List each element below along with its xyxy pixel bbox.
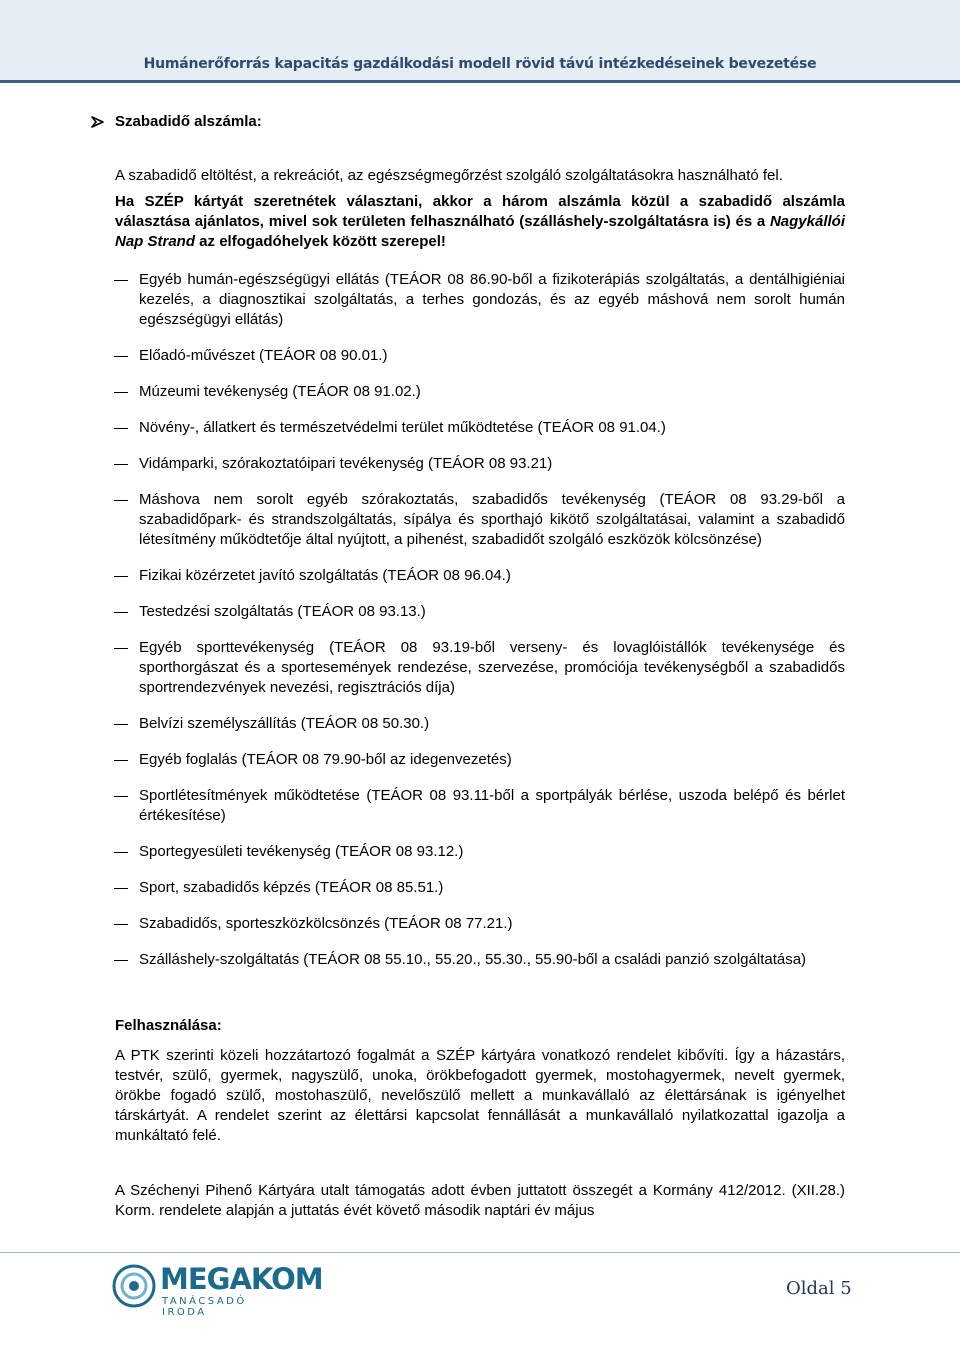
list-item-text: Máshova nem sorolt egyéb szórakoztatás, szabadidős tevékenység (TEÁOR 08 93.29-ből a szabadidőpark- és strandszolgáltatás, sípálya és sporthajó kikötő szolgáltatásai, valamint a szabadidő létesítmény működtetője által nyújtott, a pihenést, szabadidőt szolgáló eszközök kölcsönzése) xyxy=(139,491,845,548)
dash-bullet-icon xyxy=(114,500,128,501)
highlight-text-1: Ha SZÉP kártyát szeretnétek választani, akkor a három alszámla közül a szabadidő alszámla választása ajánlatos, mivel sok területen felhasználható (szálláshely-szolgáltatásra is) és a xyxy=(115,193,845,230)
header-divider xyxy=(0,80,960,83)
list-item-text: Szálláshely-szolgáltatás (TEÁOR 08 55.10., 55.20., 55.30., 55.90-ből a családi panzió szolgáltatása) xyxy=(139,951,807,968)
usage-heading: Felhasználása: xyxy=(115,1017,222,1034)
dash-bullet-icon xyxy=(114,796,128,797)
list-item xyxy=(49,714,845,734)
usage-paragraph-2: A Széchenyi Pihenő Kártyára utalt támogatás adott évben juttatott összegét a Kormány 412/2012. (XII.28.) Korm. rendelete alapján a juttatás évét követő második naptári év május xyxy=(115,1182,845,1219)
list-item xyxy=(49,454,845,474)
dash-bullet-icon xyxy=(114,852,128,853)
list-item-text: Egyéb sporttevékenység (TEÁOR 08 93.19-ből verseny- és lovaglóistállók tevékenysége és sporthorgászat és a sportesemények rendezése, szervezése, promóciója tevékenységből a szabadidős sportrendezvények nevezési, regisztrációs díja) xyxy=(139,639,845,696)
list-item xyxy=(49,490,845,550)
list-item-text: Vidámparki, szórakoztatóipari tevékenység (TEÁOR 08 93.21) xyxy=(139,455,553,472)
service-list-items xyxy=(49,270,845,970)
dash-bullet-icon xyxy=(114,724,128,725)
intro-paragraph: A szabadidő eltöltést, a rekreációt, az egészségmegőrzést szolgáló szolgáltatásokra használható fel. xyxy=(115,167,783,184)
logo-mark-icon xyxy=(112,1264,156,1308)
logo-subtitle: TANÁCSADÓ IRODA xyxy=(162,1296,247,1318)
usage-paragraph-1: A PTK szerinti közeli hozzátartozó fogalmát a SZÉP kártyára vonatkozó rendelet kibővíti. Így a házastárs, testvér, szülő, gyermek, nagyszülő, unoka, örökbefogadott gyermek, mostohagyermek, nevelt gyermek, örökbe fogadó szülő, mostohaszülő, nevelőszülő mellett a munkavállaló az élettársának is igényelhet társkártyát. A rendelet szerint az élettársi kapcsolat fennállását a munkavállaló nyilatkozattal igazolja a munkáltató felé. xyxy=(115,1047,845,1144)
page-number: Oldal 5 xyxy=(786,1278,852,1299)
list-item-text: Sport, szabadidős képzés (TEÁOR 08 85.51.) xyxy=(139,879,444,896)
dash-bullet-icon xyxy=(114,960,128,961)
dash-bullet-icon xyxy=(114,648,128,649)
header-title: Humánerőforrás kapacitás gazdálkodási modell rövid távú intézkedéseinek bevezetése xyxy=(143,56,817,72)
dash-bullet-icon xyxy=(114,356,128,357)
dash-bullet-icon xyxy=(114,392,128,393)
logo-name: MEGAKOM xyxy=(160,1262,323,1296)
list-item-text: Múzeumi tevékenység (TEÁOR 08 91.02.) xyxy=(139,383,421,400)
megakom-logo xyxy=(112,1262,323,1318)
list-item xyxy=(49,566,845,586)
dash-bullet-icon xyxy=(114,464,128,465)
section-heading xyxy=(115,112,845,132)
list-item-text: Sportlétesítmények működtetése (TEÁOR 08 93.11-ből a sportpályák bérlése, uszoda belépő és bérlet értékesítése) xyxy=(139,787,845,824)
dash-bullet-icon xyxy=(114,760,128,761)
list-item xyxy=(49,602,845,622)
list-item xyxy=(49,270,845,330)
list-item xyxy=(49,878,845,898)
page-header xyxy=(0,0,960,80)
list-item xyxy=(49,914,845,934)
list-item xyxy=(49,842,845,862)
list-item xyxy=(49,382,845,402)
list-item xyxy=(49,786,845,826)
list-item xyxy=(49,346,845,366)
arrow-bullet-icon xyxy=(91,116,105,128)
list-item-text: Egyéb humán-egészségügyi ellátás (TEÁOR 08 86.90-ből a fizikoterápiás szolgáltatás, a dentálhigiéniai kezelés, a diagnosztikai szolgáltatás, a terhes gondozás, és az egyéb máshová nem sorolt humán egészségügyi ellátás) xyxy=(139,271,845,328)
footer-divider xyxy=(0,1252,960,1253)
list-item-text: Szabadidős, sporteszközkölcsönzés (TEÁOR 08 77.21.) xyxy=(139,915,513,932)
list-item-text: Belvízi személyszállítás (TEÁOR 08 50.30.) xyxy=(139,715,430,732)
list-item xyxy=(49,950,845,970)
dash-bullet-icon xyxy=(114,280,128,281)
dash-bullet-icon xyxy=(114,612,128,613)
highlight-paragraph xyxy=(115,192,845,252)
dash-bullet-icon xyxy=(114,576,128,577)
dash-bullet-icon xyxy=(114,888,128,889)
list-item xyxy=(49,418,845,438)
dash-bullet-icon xyxy=(114,924,128,925)
highlight-text-2: az elfogadóhelyek között szerepel! xyxy=(195,233,446,250)
list-item xyxy=(49,750,845,770)
list-item-text: Növény-, állatkert és természetvédelmi terület működtetése (TEÁOR 08 91.04.) xyxy=(139,419,666,436)
list-item-text: Fizikai közérzetet javító szolgáltatás (TEÁOR 08 96.04.) xyxy=(139,567,511,584)
list-item-text: Sportegyesületi tevékenység (TEÁOR 08 93.12.) xyxy=(139,843,464,860)
list-item-text: Egyéb foglalás (TEÁOR 08 79.90-ből az idegenvezetés) xyxy=(139,751,512,768)
dash-bullet-icon xyxy=(114,428,128,429)
list-item-text: Testedzési szolgáltatás (TEÁOR 08 93.13.) xyxy=(139,603,426,620)
document-body xyxy=(115,112,845,1221)
section-heading-text: Szabadidő alszámla: xyxy=(115,113,262,130)
list-item xyxy=(49,638,845,698)
strand-name: Nagykállói Nap Strand xyxy=(115,213,845,250)
service-list xyxy=(49,270,845,970)
list-item-text: Előadó-művészet (TEÁOR 08 90.01.) xyxy=(139,347,388,364)
